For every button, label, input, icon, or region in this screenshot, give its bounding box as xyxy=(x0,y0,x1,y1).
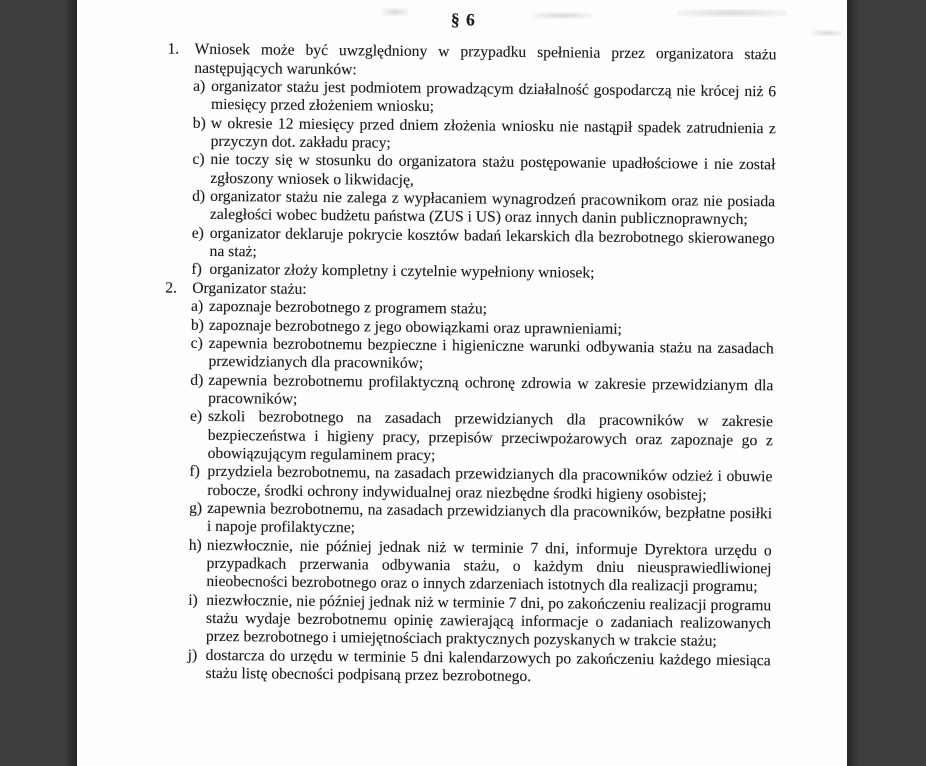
section-heading: § 6 xyxy=(450,9,476,30)
subitem-text: zapoznaje bezrobotnego z programem stażu; xyxy=(208,298,488,318)
subitem-letter: c) xyxy=(190,334,203,352)
subitem-letter: a) xyxy=(190,297,204,315)
list-subitem xyxy=(166,188,775,231)
subitem-letter: g) xyxy=(189,499,203,517)
subitem-letter: f) xyxy=(189,462,200,481)
list-subitem xyxy=(164,408,774,469)
subitem-text: zapoznaje bezrobotnego z jego obowiązkami oraz uprawnieniami; xyxy=(208,316,623,338)
list-subitem xyxy=(167,78,776,121)
subitem-text: organizator deklaruje pokrycie kosztów badań lekarskich dla bezrobotnego skierowanego na staż; xyxy=(209,224,775,261)
item-text: Organizator stażu: xyxy=(192,279,307,298)
subitem-text: dostarcza do urzędu w terminie 5 dni kalendarzowych po zakończeniu każdego miesiąca stażu listę obecności podpisaną przez bezrobotnego. xyxy=(205,646,771,686)
list-subitem xyxy=(161,646,770,689)
subitem-text: organizator stażu nie zalega z wypłacaniem wynagrodzeń pracownikom oraz nie posiada zaległości wobec budżetu państwa (ZUS i US) oraz innych danin publicznoprawnych; xyxy=(209,187,776,229)
subitem-letter: b) xyxy=(192,114,206,132)
subitem-letter: a) xyxy=(193,77,206,95)
document-page xyxy=(77,0,847,766)
paper-left-edge-shadow xyxy=(64,0,77,766)
list-subitem xyxy=(164,371,773,414)
list-subitem xyxy=(162,591,772,652)
subitem-letter: e) xyxy=(191,224,204,242)
document-content xyxy=(77,0,847,697)
subitem-letter: d) xyxy=(192,187,206,205)
subitem-text: przydziela bezrobotnemu, na zasadach przewidzianych dla pracowników odzież i obuwie robocze, środki ochrony indywidualnej oraz niezbędne środki higieny osobistej; xyxy=(207,463,773,504)
list-subitem xyxy=(166,151,775,194)
subitem-text: szkoli bezrobotnego na zasadach przewidzianych dla pracowników w zakresie bezpieczeństwa i higieny pracy, przepisów przeciwpożarowych oraz zapoznaje go z obowiązującym regulaminem pracy; xyxy=(207,408,774,464)
subitem-letter: d) xyxy=(190,371,204,389)
list-subitem xyxy=(165,224,774,267)
subitem-letter: h) xyxy=(188,536,202,554)
subitem-text: zapewnia bezrobotnemu profilaktyczną ochronę zdrowia w zakresie przewidzianym dla pracowników; xyxy=(208,371,774,408)
subitem-text: nie toczy się w stosunku do organizatora stażu postępowanie upadłościowe i nie został zgłoszony wniosek o likwidację, xyxy=(210,151,776,189)
subitem-text: niezwłocznie, nie później jednak niż w terminie 7 dni, informuje Dyrektora urzędu o przypadkach przerwania odbywania stażu, o każdym dniu nieusprawiedliwionej nieobecności bezrobotnego oraz o innych zdarzeniach istotnych dla realizacji programu; xyxy=(206,536,772,596)
subitem-letter: j) xyxy=(187,646,198,664)
list-subitem xyxy=(163,499,772,542)
subitem-text: organizator stażu jest podmiotem prowadzącym działalność gospodarczą nie krócej niż 6 miesięcy przed złożeniem wniosku; xyxy=(210,77,777,116)
item-number: 2. xyxy=(165,279,178,297)
subitem-text: niezwłocznie, nie później jednak niż w terminie 7 dni, po zakończeniu realizacji programu stażu wydaje bezrobotnemu opinię zawierającą informacje o zadaniach realizowanych przez bezrobotnego i umiejętnościach praktycznych pozyskanych w trakcie stażu; xyxy=(205,591,772,651)
item-number: 1. xyxy=(167,40,180,58)
list-subitem xyxy=(164,334,773,377)
subitem-text: zapewnia bezrobotnemu bezpieczne i higieniczne warunki odbywania stażu na zasadach przewidzianych dla pracowników; xyxy=(208,334,774,373)
subitem-text: w okresie 12 miesięcy przed dniem złożenia wniosku nie nastąpił spadek zatrudnienia z przyczyn dot. zakładu pracy; xyxy=(210,114,776,152)
subitem-text: zapewnia bezrobotnemu, na zasadach przewidzianych dla pracowników, bezpłatne posiłki i napoje profilaktyczne; xyxy=(206,499,773,537)
subitem-letter: b) xyxy=(190,316,204,334)
subitem-letter: i) xyxy=(188,591,198,609)
subitem-letter: c) xyxy=(192,151,205,169)
item-text: Wniosek może być uwzględniony w przypadku spełnienia przez organizatora stażu następujących warunków: xyxy=(194,41,777,78)
list-subitem xyxy=(162,536,772,597)
list-subitem xyxy=(163,463,772,506)
subitem-text: organizator złoży kompletny i czytelnie wypełniony wniosek; xyxy=(209,261,595,283)
list-subitem xyxy=(167,114,776,157)
subitem-letter: e) xyxy=(189,407,203,426)
paper-right-edge-shadow xyxy=(847,0,859,766)
list-item xyxy=(167,41,776,84)
subitem-letter: f) xyxy=(191,261,202,279)
